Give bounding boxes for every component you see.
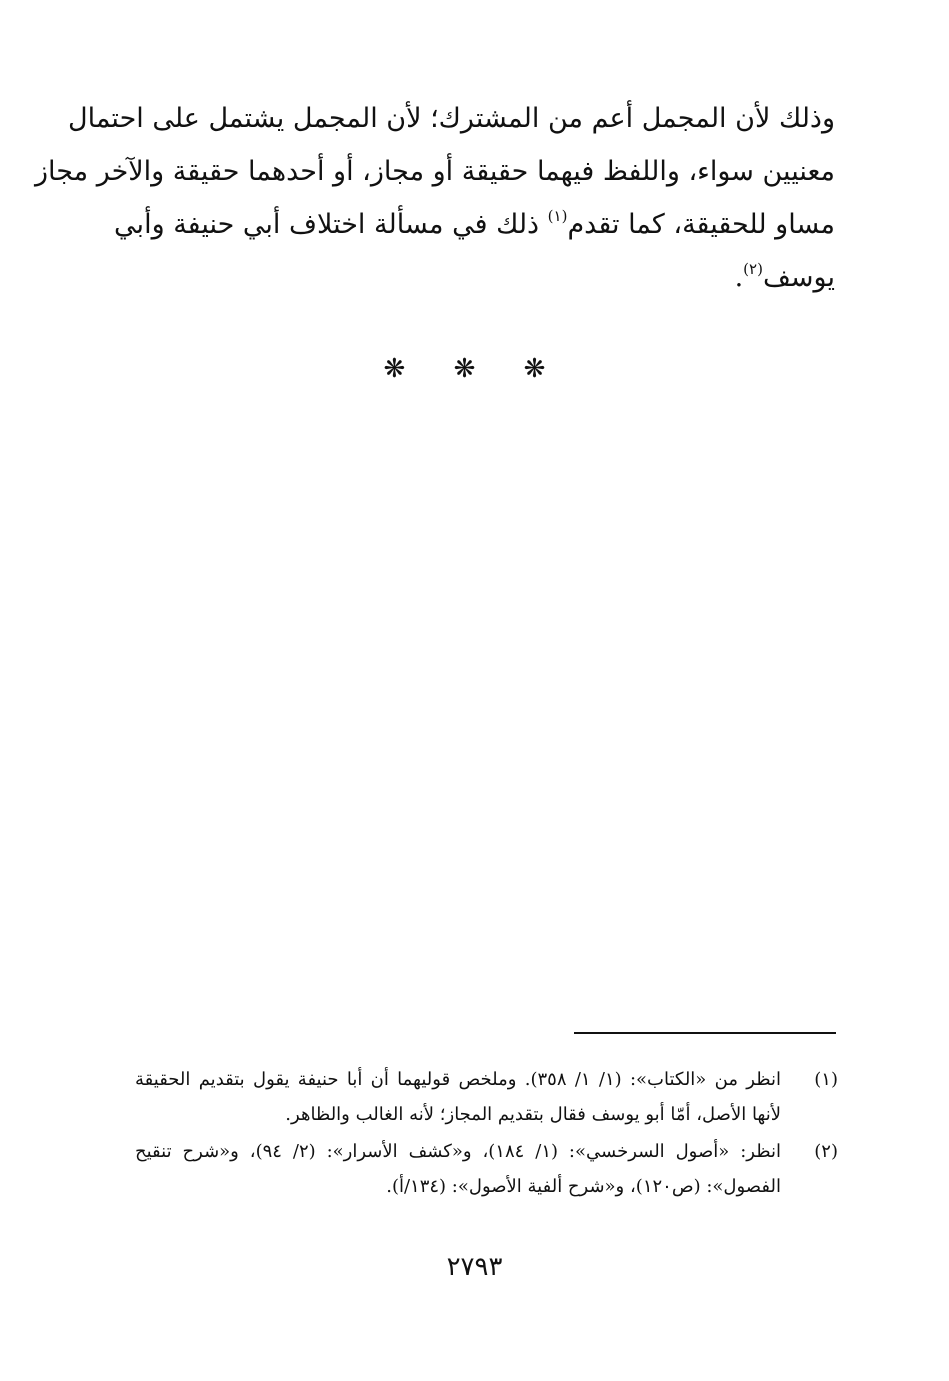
- body-paragraph: [34, 92, 835, 304]
- footnote-1-number: (١): [814, 1069, 838, 1090]
- body-line-3: [114, 198, 835, 251]
- body-line-2: معنيين سواء، واللفظ فيهما حقيقة أو مجاز، أو أحدهما حقيقة والآخر مجاز: [34, 156, 835, 187]
- footnote-2-line-2: الفصول»: (ص١٢٠)، و«شرح ألفية الأصول»: (١٣٤/أ).: [386, 1176, 781, 1197]
- body-line-3-text-b: ذلك في مسألة اختلاف أبي حنيفة وأبي: [114, 209, 548, 240]
- section-separator: ❋ ❋ ❋: [383, 354, 566, 384]
- footnote-2-number: (٢): [814, 1141, 838, 1162]
- footnote-rule: [574, 1032, 836, 1034]
- body-line-4: [135, 251, 835, 304]
- footnote-2: [135, 1134, 838, 1204]
- footnote-1-line-1: انظر من «الكتاب»: (١/ ١/ ٣٥٨). وملخص قوليهما أن أبا حنيفة يقول بتقديم الحقيقة: [135, 1069, 781, 1090]
- body-line-4-text-b: .: [734, 262, 744, 293]
- footnote-2-line-1: انظر: «أصول السرخسي»: (١/ ١٨٤)، و«كشف الأسرار»: (٢/ ٩٤)، و«شرح تنقيح: [135, 1141, 781, 1162]
- footnote-1-line-2: لأنها الأصل، أمّا أبو يوسف فقال بتقديم المجاز؛ لأنه الغالب والظاهر.: [285, 1104, 781, 1125]
- footnotes: [135, 1062, 838, 1206]
- footnote-1: [135, 1062, 838, 1132]
- body-line-3-text-a: مساو للحقيقة، كما تقدم: [567, 209, 835, 240]
- page-number: ٢٧٩٣: [446, 1252, 503, 1282]
- body-line-1: وذلك لأن المجمل أعم من المشترك؛ لأن المجمل يشتمل على احتمال: [67, 103, 835, 134]
- footnote-ref-1[interactable]: (١): [547, 207, 568, 225]
- footnote-ref-2[interactable]: (٢): [743, 260, 763, 278]
- body-line-4-text-a: يوسف: [762, 262, 835, 293]
